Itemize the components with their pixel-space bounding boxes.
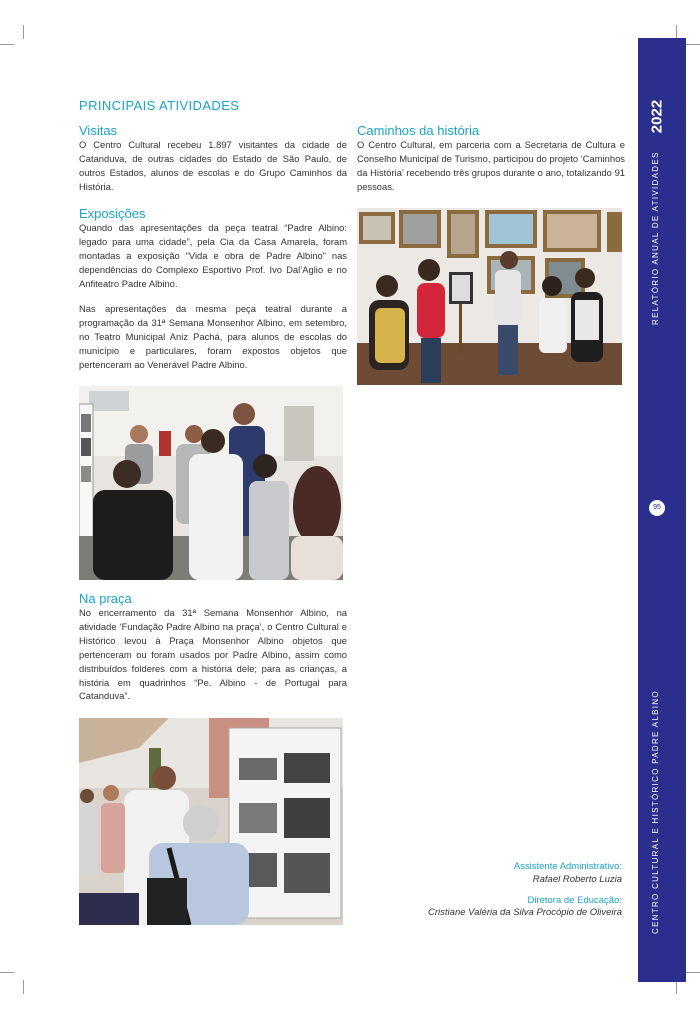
crop-mark [23,980,24,994]
section-title-na-praca: Na praça [79,591,132,606]
gallery-photo [357,208,622,385]
exposicoes-paragraph-2: Nas apresentações da mesma peça teatral durante a programação da 31ª Semana Monsenhor Albino, em setembro, no Teatro Municipal Aniz Pachá, para alunos de escolas do município e particulares, foram expostos objetos que pertenceram ao Venerável Padre Albino. [79,303,347,370]
exposicoes-paragraph-1: Quando das apresentações da peça teatral “Padre Albino: legado para uma cidade”, pela Cia da Casa Amarela, foram montadas a exposição “Vida e obra de Padre Albino” nas dependências do Complexo Esportivo Prof. Ivo Dal’Aglio e no Anfiteatro Padre Albino. [79,222,347,289]
credit-role-director: Diretora de Educação: [527,895,622,906]
credit-role-assistant: Assistente Administrativo: [513,861,622,872]
section-title-visitas: Visitas [79,123,118,138]
crop-mark [0,972,14,973]
caminhos-text: O Centro Cultural, em parceria com a Secretaria de Cultura e Conselho Municipal de Turismo, participou do projeto ‘Caminhos da História’ recebendo três grupos durante o ano, totalizando 91 pessoas. [357,139,625,192]
sidebar-report-title: RELATÓRIO ANUAL DE ATIVIDADES [651,151,660,325]
crop-mark [676,980,677,994]
crop-mark [686,972,700,973]
crop-mark [686,44,700,45]
exhibition-photo [79,386,343,580]
credit-name-assistant: Rafael Roberto Luzia [532,874,622,885]
credit-name-director: Cristiane Valéria da Silva Procópio de Oliveira [428,907,622,918]
report-year: 2022 [648,99,666,134]
crop-mark [0,44,14,45]
visitas-text: O Centro Cultural recebeu 1.897 visitantes da cidade de Catanduva, de outras cidades do Estado de São Paulo, de outros Estados, alunos de escolas e do Grupo Caminhos da História. [79,139,347,192]
sidebar-institution-name: CENTRO CULTURAL E HISTÓRICO PADRE ALBINO [651,690,660,934]
page-heading: PRINCIPAIS ATIVIDADES [79,98,240,113]
na-praca-text: No encerramento da 31ª Semana Monsenhor Albino, na atividade ‘Fundação Padre Albino na praça’, o Centro Cultural e Histórico levou à Praça Monsenhor Albino objetos que pertenceram ou foram usados por Padre Albino, assim como distribuídos folderes com a história dele; para as crianças, a história em quadrinhos “Pe. Albino - de Portugal para Catanduva”. [79,607,347,702]
page-number: 95 [649,500,665,516]
crop-mark [23,25,24,39]
crop-mark [676,25,677,39]
square-photo [79,718,343,925]
section-title-caminhos: Caminhos da história [357,123,480,138]
section-title-exposicoes: Exposições [79,206,146,221]
